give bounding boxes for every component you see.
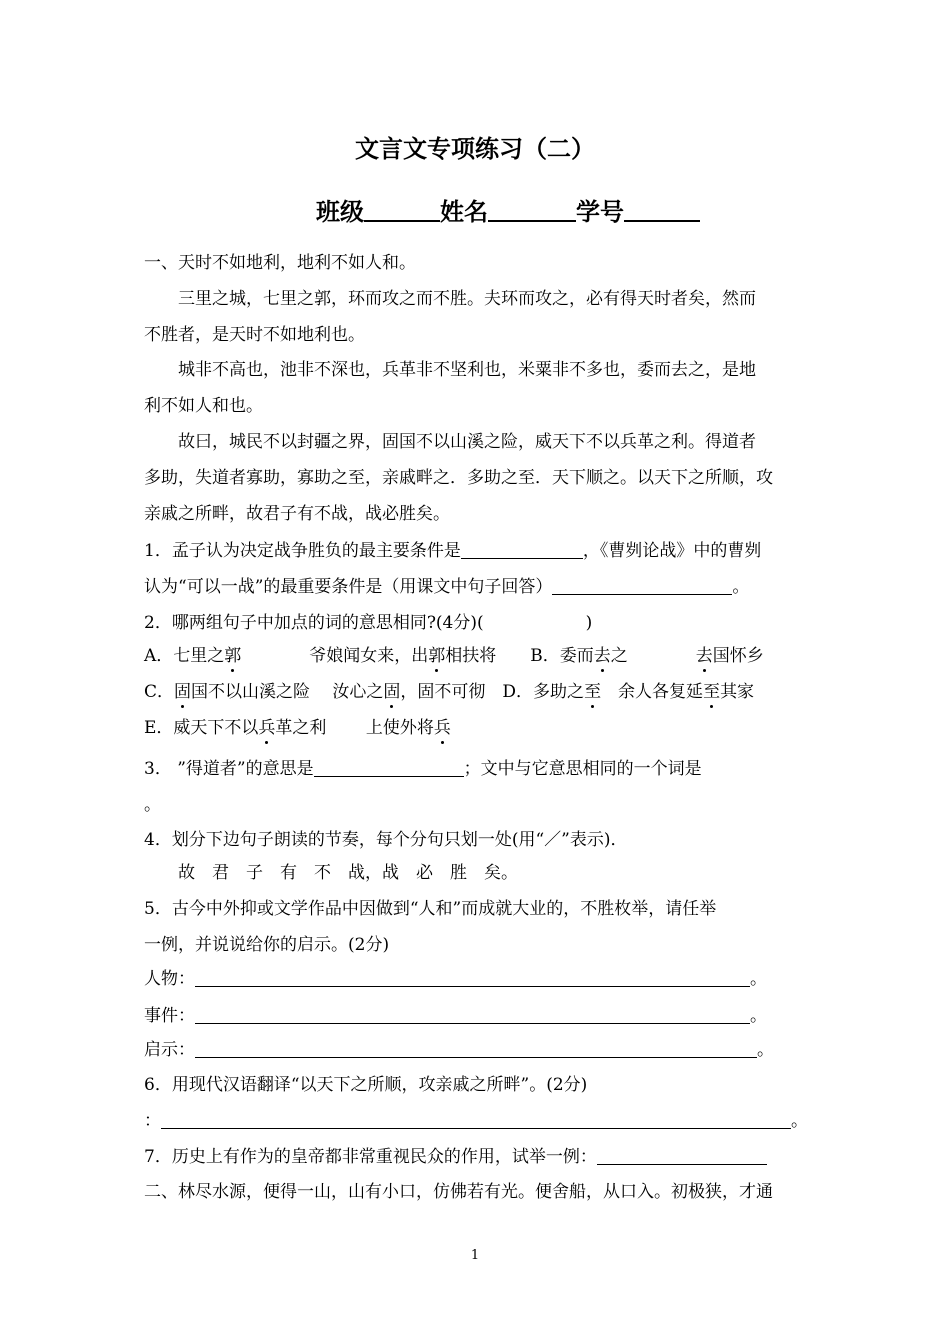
dotted-char: 兵 — [258, 718, 276, 738]
passage-line: 多助，失道者寡助，寡助之至，亲戚畔之．多助之至．天下顺之。以天下之所顺，攻 — [144, 468, 773, 488]
field-end: 。 — [791, 1111, 808, 1131]
field-end: 。 — [757, 1040, 774, 1060]
question-text: 7．历史上有作为的皇帝都非常重视民众的作用，试举一例： — [144, 1147, 597, 1167]
event-blank[interactable] — [195, 1005, 750, 1024]
question-7 — [144, 1146, 814, 1168]
class-blank[interactable] — [364, 196, 440, 222]
dotted-char: 郭 — [224, 646, 242, 666]
dotted-char: 至 — [584, 682, 602, 702]
question-text: 1．孟子认为决定战争胜负的最主要条件是 — [144, 541, 461, 561]
option-text: 之 — [610, 646, 696, 666]
name-blank[interactable] — [488, 196, 576, 222]
person-blank[interactable] — [195, 968, 750, 987]
question-1-cont — [144, 576, 814, 598]
question-5: 5．古今中外抑或文学作品中因做到“人和”而成就大业的，不胜枚举，请任举 — [144, 899, 717, 919]
question-2: 2．哪两组句子中加点的词的意思相同?(4分)( ) — [144, 613, 593, 633]
dotted-char: 固 — [174, 682, 192, 702]
section1-heading: 一、天时不如地利，地利不如人和。 — [144, 253, 416, 273]
field-label: 人物： — [144, 969, 195, 989]
option-text: C． — [144, 682, 175, 702]
passage-line: 城非不高也，池非不深也，兵革非不坚利也，米粟非不多也，委而去之，是地 — [144, 360, 756, 380]
passage-line: 亲戚之所畔，故君子有不战，战必胜矣。 — [144, 504, 450, 524]
answer-blank[interactable] — [314, 758, 464, 777]
name-label: 姓名 — [440, 197, 488, 226]
number-label: 学号 — [576, 197, 624, 226]
question-1 — [144, 540, 814, 562]
dotted-char: 去 — [695, 646, 713, 666]
question-text: 认为“可以一战”的最重要条件是（用课文中句子回答） — [144, 577, 553, 597]
passage-line: 故曰，城民不以封疆之界，固国不以山溪之险，威天下不以兵革之利。得道者 — [144, 432, 756, 452]
field-label: 事件： — [144, 1006, 195, 1026]
question-3-end: 。 — [144, 795, 161, 815]
number-blank[interactable] — [624, 196, 700, 222]
question-text: ；文中与它意思相同的一个词是 — [463, 759, 702, 779]
option-text: 相扶将 B．委而 — [445, 646, 594, 666]
option-text: 其家 — [720, 682, 755, 702]
option-text: 爷娘闻女来，出 — [241, 646, 429, 666]
question-5-cont: 一例，并说说给你的启示。(2分) — [144, 935, 390, 955]
question-4-sentence: 故 君 子 有 不 战，战 必 胜 矣。 — [144, 863, 518, 883]
question-2-option-e — [144, 717, 814, 739]
question-6-answer — [144, 1110, 814, 1132]
page-title: 文言文专项练习（二） — [355, 134, 595, 163]
field-label: 启示： — [144, 1040, 195, 1060]
question-5-person — [144, 968, 814, 990]
student-info-line — [316, 196, 700, 228]
dotted-char: 兵 — [433, 718, 451, 738]
option-text: A．七里之 — [144, 646, 225, 666]
dotted-char: 固 — [383, 682, 401, 702]
passage-line: 不胜者，是天时不如地利也。 — [144, 325, 365, 345]
question-text: ，《曹刿论战》中的曹刿 — [582, 541, 762, 561]
question-5-event — [144, 1005, 814, 1027]
question-2-options-ab — [144, 645, 814, 667]
dotted-char: 至 — [703, 682, 721, 702]
field-end: 。 — [750, 969, 767, 989]
question-text: 3． ”得道者”的意思是 — [144, 759, 314, 779]
passage-line: 利不如人和也。 — [144, 396, 263, 416]
question-3 — [144, 758, 814, 780]
answer-blank[interactable] — [552, 576, 732, 595]
question-5-insight — [144, 1039, 814, 1061]
translation-blank[interactable] — [161, 1110, 791, 1129]
dotted-char: 郭 — [428, 646, 446, 666]
option-text: 革之利 上使外将 — [275, 718, 434, 738]
field-label: ： — [144, 1111, 161, 1131]
option-text: 国怀乡 — [712, 646, 764, 666]
answer-blank[interactable] — [461, 540, 583, 559]
answer-blank[interactable] — [597, 1146, 767, 1165]
field-end: 。 — [750, 1006, 767, 1026]
option-text: 余人各复延 — [601, 682, 704, 702]
passage-line: 三里之城，七里之郭，环而攻之而不胜。夫环而攻之，必有得天时者矣，然而 — [144, 289, 756, 309]
question-text: 。 — [732, 577, 750, 597]
question-6: 6．用现代汉语翻译“以天下之所顺，攻亲戚之所畔”。(2分) — [144, 1075, 588, 1095]
page-number: 1 — [470, 1248, 480, 1263]
section2-heading: 二、林尽水源，便得一山，山有小口，仿佛若有光。便舍船，从口入。初极狭，才通 — [144, 1182, 773, 1202]
question-4: 4．划分下边句子朗读的节奏，每个分句只划一处(用“／”表示)． — [144, 830, 628, 850]
option-text: 国不以山溪之险 汝心之 — [191, 682, 384, 702]
dotted-char: 去 — [593, 646, 611, 666]
insight-blank[interactable] — [195, 1039, 757, 1058]
question-2-options-cd — [144, 681, 814, 703]
option-text: ，固不可彻 D．多助之 — [400, 682, 585, 702]
class-label: 班级 — [316, 197, 364, 226]
option-text: E．威天下不以 — [144, 718, 259, 738]
